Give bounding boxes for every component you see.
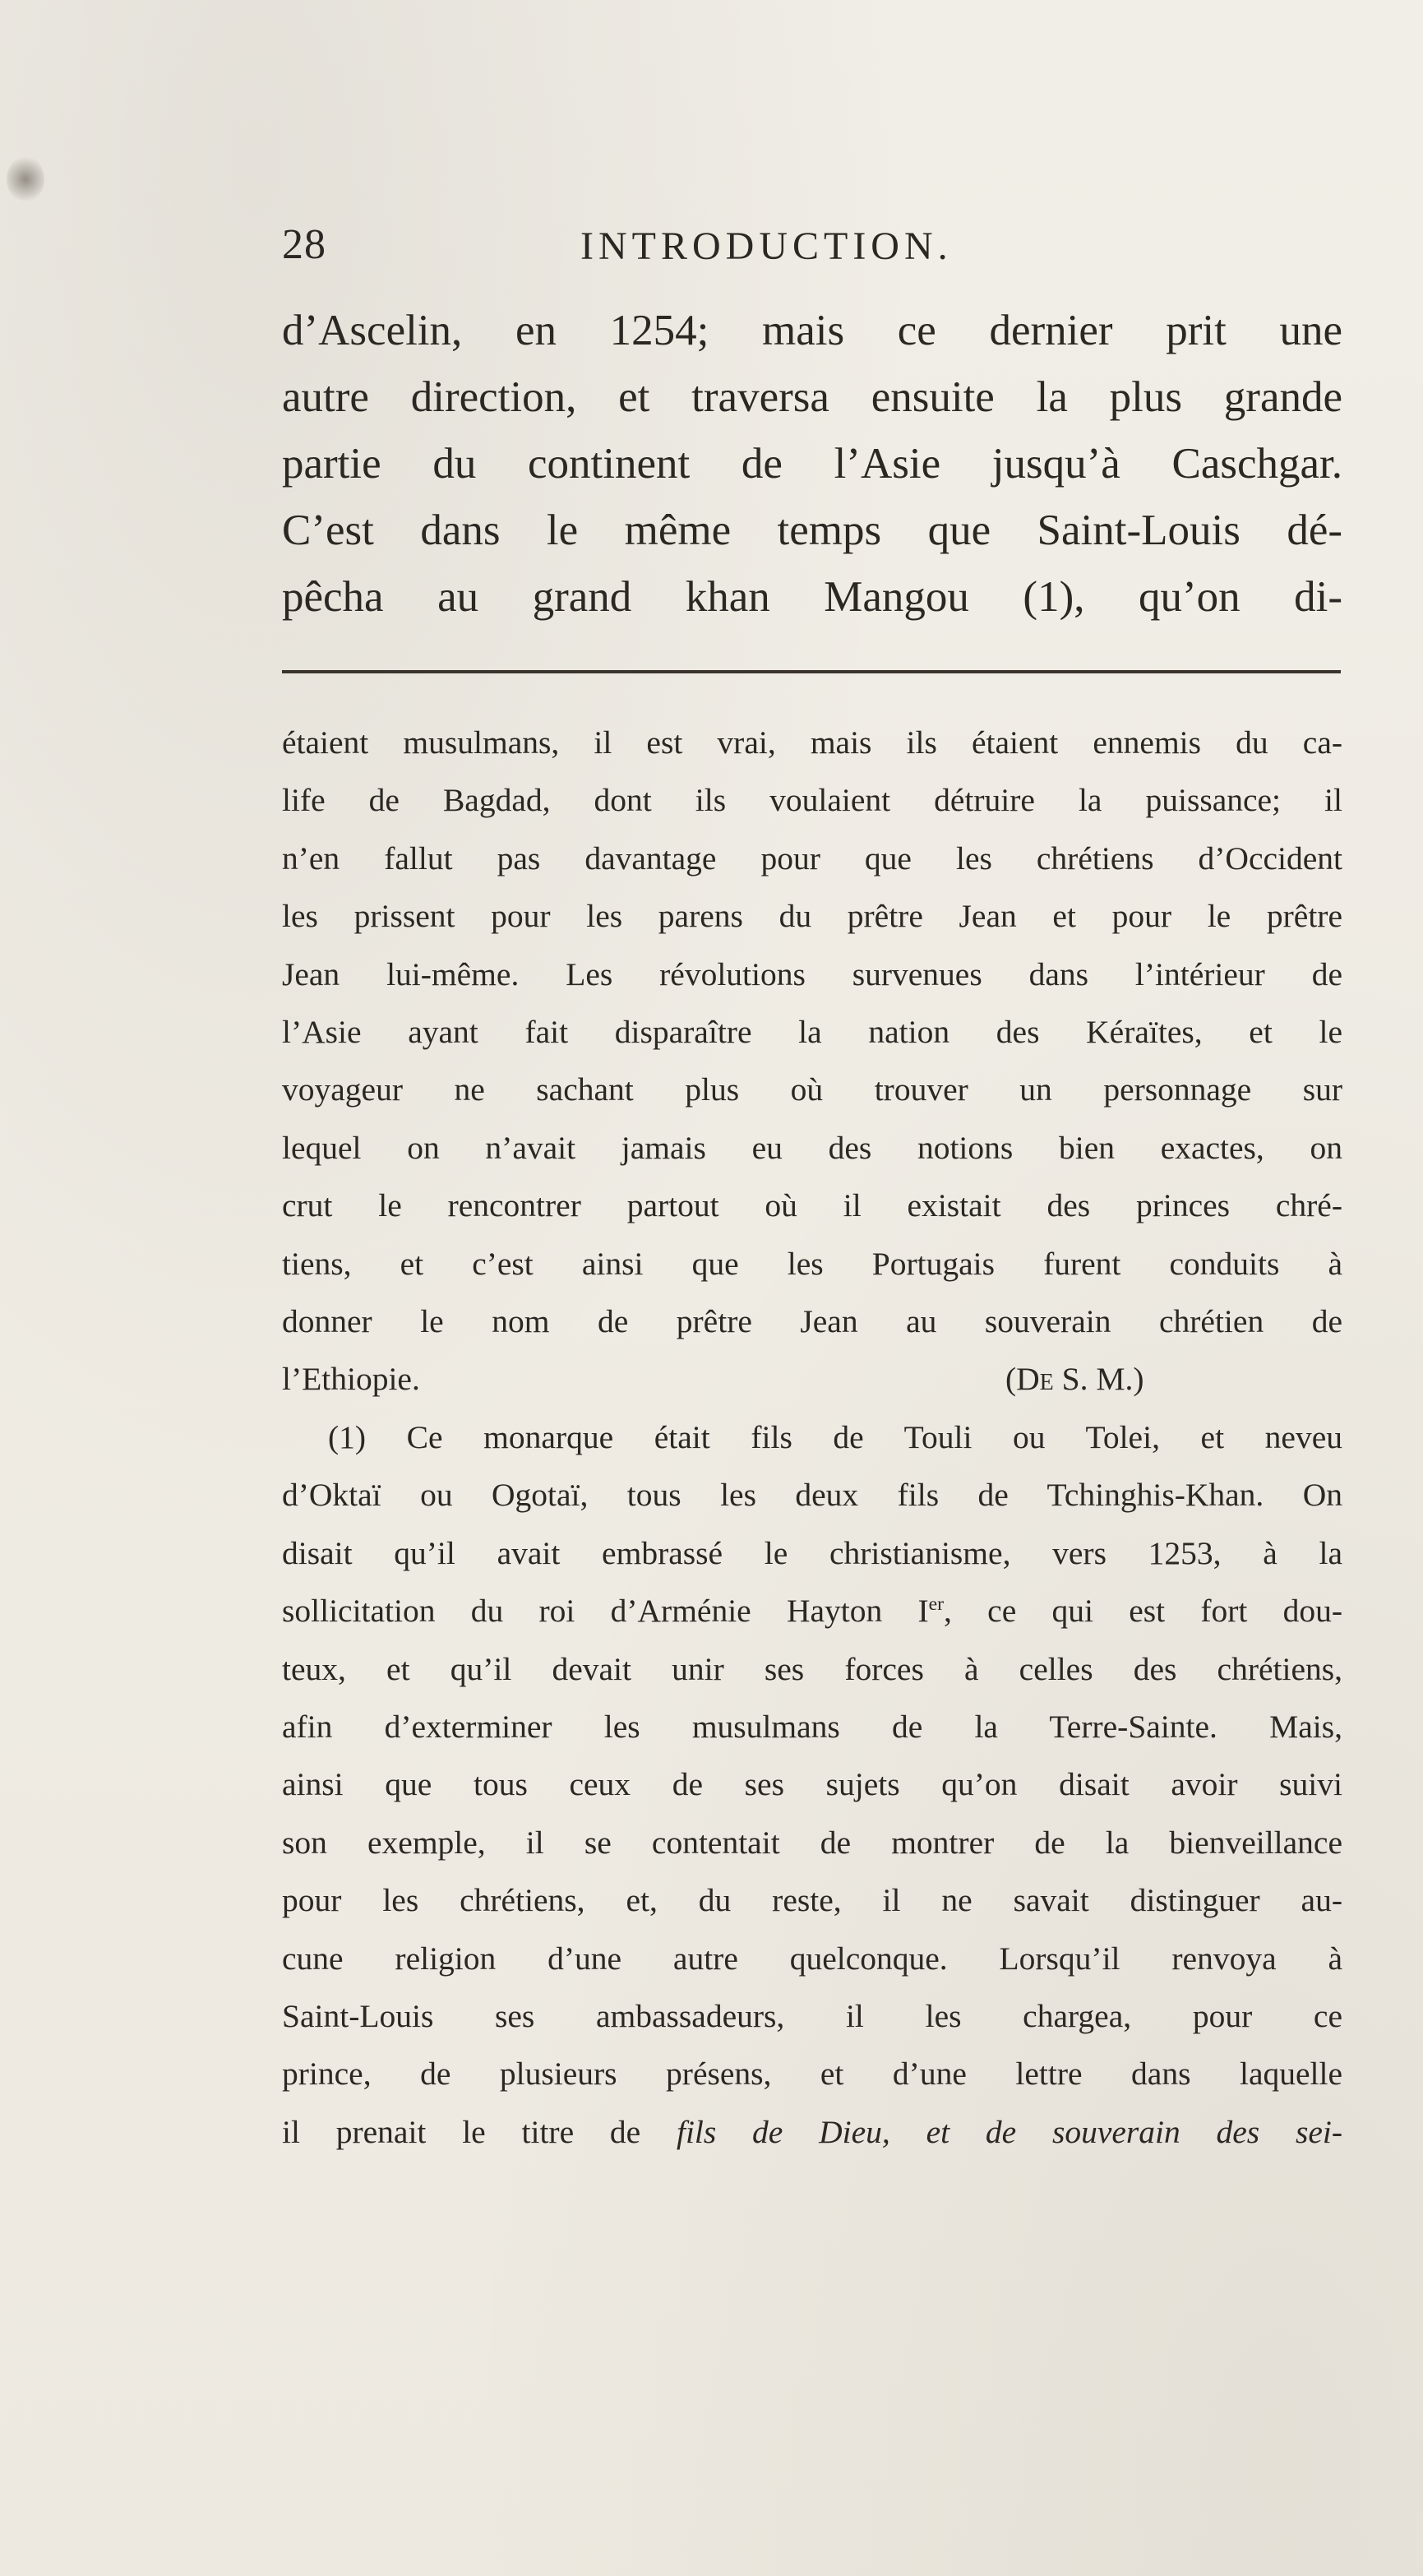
footnote-line: les prissent pour les parens du prêtre Jean et pour le prêtre (282, 898, 1342, 935)
page-number: 28 (282, 221, 326, 268)
line-segment: , ce qui est fort dou- (944, 1593, 1342, 1630)
footnote-1 (282, 1408, 1342, 2161)
page-header (282, 220, 1342, 280)
text-line: partie du continent de l’Asie jusqu’à Caschgar. (282, 440, 1342, 488)
running-head: INTRODUCTION. (580, 224, 953, 268)
attribution-close: ) (1133, 1361, 1144, 1398)
attribution-de: De (1016, 1361, 1054, 1398)
text-line: d’Ascelin, en 1254; mais ce dernier prit une (282, 307, 1342, 354)
text-line: pêcha au grand khan Mangou (1), qu’on di- (282, 573, 1342, 621)
footnote-attribution (1005, 1350, 1144, 1408)
footnote-line: donner le nom de prêtre Jean au souverain chrétien de (282, 1303, 1342, 1340)
footnote-line: ainsi que tous ceux de ses sujets qu’on disait avoir suivi (282, 1766, 1342, 1803)
footnotes (282, 714, 1342, 2161)
footnote-last-line (282, 1350, 1342, 1408)
footnote-line: l’Asie ayant fait disparaître la nation des Kéraïtes, et le (282, 1014, 1342, 1051)
superscript: er (928, 1593, 945, 1615)
footnote-separator-rule (282, 670, 1341, 673)
attribution-initials: S. M. (1053, 1361, 1134, 1398)
footnote-line: disait qu’il avait embrassé le christianisme, vers 1253, à la (282, 1534, 1342, 1571)
footnote-line (282, 1582, 1342, 1639)
text-line: C’est dans le même temps que Saint-Louis dé- (282, 506, 1342, 554)
footnote-line: afin d’exterminer les musulmans de la Terre-Sainte. Mais, (282, 1708, 1342, 1745)
footnote-line: teux, et qu’il devait unir ses forces à celles des chrétiens, (282, 1650, 1342, 1687)
footnote-line: pour les chrétiens, et, du reste, il ne savait distinguer au- (282, 1882, 1342, 1919)
footnote-line: Jean lui-même. Les révolutions survenues dans l’intérieur de (282, 955, 1342, 992)
footnote-line: (1) Ce monarque était fils de Touli ou Tolei, et neveu (328, 1418, 1342, 1455)
main-text (282, 298, 1342, 631)
footnote-line: voyageur ne sachant plus où trouver un personnage sur (282, 1071, 1342, 1108)
italic-phrase: fils de Dieu, et de souverain des sei- (676, 2113, 1342, 2150)
footnote-line: tiens, et c’est ainsi que les Portugais furent conduits à (282, 1245, 1342, 1282)
text-line: autre direction, et traversa ensuite la plus grande (282, 373, 1342, 421)
footnote-line (282, 2103, 1342, 2161)
footnote-line: life de Bagdad, dont ils voulaient détruire la puissance; il (282, 782, 1342, 819)
footnote-line: cune religion d’une autre quelconque. Lorsqu’il renvoya à (282, 1940, 1342, 1977)
footnote-line: prince, de plusieurs présens, et d’une lettre dans laquelle (282, 2056, 1342, 2093)
line-segment: il prenait le titre de (282, 2113, 677, 2150)
footnote-line: l’Ethiopie. (282, 1361, 420, 1398)
footnote-line: étaient musulmans, il est vrai, mais ils étaient ennemis du ca- (282, 724, 1342, 761)
line-segment: sollicitation du roi d’Arménie Hayton I (282, 1593, 929, 1630)
footnote-line: lequel on n’avait jamais eu des notions bien exactes, on (282, 1129, 1342, 1166)
footnote-line: son exemple, il se contentait de montrer de la bienveillance (282, 1824, 1342, 1861)
footnote-continued (282, 714, 1342, 1408)
footnote-line: Saint-Louis ses ambassadeurs, il les chargea, pour ce (282, 1997, 1342, 2034)
page-stain (7, 156, 44, 202)
footnote-line: crut le rencontrer partout où il existait des princes chré- (282, 1187, 1342, 1224)
footnote-line: d’Oktaï ou Ogotaï, tous les deux fils de Tchinghis-Khan. On (282, 1477, 1342, 1514)
attribution-open: ( (1005, 1361, 1017, 1398)
footnote-line: n’en fallut pas davantage pour que les chrétiens d’Occident (282, 839, 1342, 876)
